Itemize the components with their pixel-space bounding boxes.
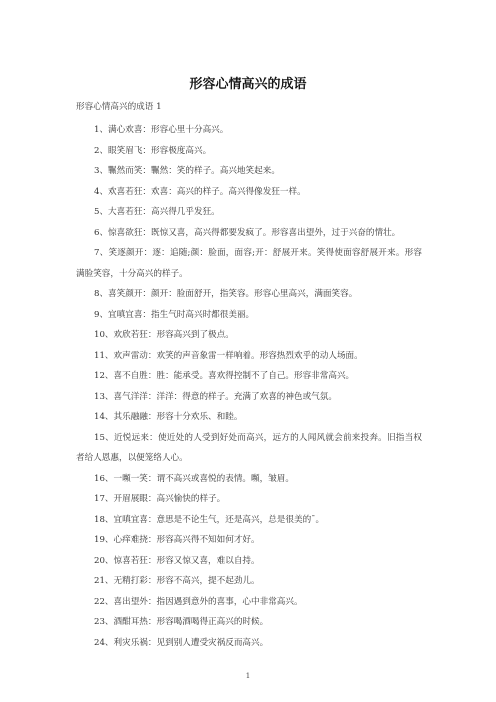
list-item: 1、满心欢喜：形容心里十分高兴。: [94, 125, 229, 135]
list-item: 20、惊喜若狂：形容又惊又喜，难以自持。: [94, 555, 260, 566]
idiom-list: [76, 120, 422, 653]
list-item: 8、喜笑颜开：颜开：脸面舒开，指笑容。形容心里高兴，满面笑容。: [94, 289, 358, 299]
list-item: 6、惊喜欲狂：既惊又喜，高兴得都要发疯了。形容喜出望外，过于兴奋的情壮。: [94, 227, 401, 238]
list-item: 19、心痒难挠：形容高兴得不知如何才好。: [94, 535, 260, 545]
list-item: 2、眼笑眉飞：形容极度高兴。: [94, 145, 212, 156]
list-item: 23、酒酣耳热：形容喝酒喝得正高兴的时候。: [94, 617, 269, 627]
list-item: 12、喜不自胜：胜：能承受。喜欢得控制不了自己。形容非常高兴。: [94, 371, 355, 381]
list-item: 3、囅然而笑：囅然：笑的样子。高兴地笑起来。: [94, 166, 280, 176]
list-item: 5、大喜若狂：高兴得几乎发狂。: [94, 207, 220, 217]
list-item: 21、无精打彩：形容不高兴，提不起劲儿。: [94, 576, 260, 586]
list-item: 22、喜出望外：指因遇到意外的喜事，心中非常高兴。: [94, 596, 303, 607]
page-number: 1: [245, 672, 251, 680]
page-title: 形容心情高兴的成语: [189, 77, 307, 92]
list-item: 7、笑逐颜开：逐：追随;颜：脸面，面容;开：舒展开来。笑得使面容舒展开来。形容满脸笑容，十分高兴的样子。: [76, 248, 422, 279]
list-item: 14、其乐融融：形容十分欢乐、和睦。: [94, 412, 243, 422]
list-item: 11、欢声雷动：欢笑的声音象雷一样响着。形容热烈欢乎的动人场面。: [94, 350, 363, 361]
list-item: 18、宜嗔宜喜：意思是不论生气，还是高兴，总是很美的ˉ。: [94, 514, 325, 525]
list-item: 17、开眉展眼：高兴愉快的样子。: [94, 494, 226, 504]
list-item: 10、欢欣若狂：形容高兴到了极点。: [94, 330, 234, 340]
list-item: 4、欢喜若狂：欢喜：高兴的样子。高兴得像发狂一样。: [94, 186, 306, 197]
list-item: 16、一嚬一笑：谓不高兴或喜悦的表情。嚬，皱眉。: [94, 473, 294, 484]
list-item: 15、近悦远来：使近处的人受到好处而高兴，远方的人闻风就会前来投奔。旧指当权者给人恩惠，以便笼络人心。: [76, 432, 422, 463]
list-item: 24、利灾乐祸：见到别人遭受灾祸反而高兴。: [94, 637, 269, 648]
section-subtitle: 形容心情高兴的成语 1: [76, 102, 162, 112]
list-item: 13、喜气洋洋：洋洋：得意的样子。充满了欢喜的神色或气氛。: [94, 391, 337, 402]
list-item: 9、宜嗔宜喜：指生气时高兴时都很美丽。: [94, 309, 255, 320]
